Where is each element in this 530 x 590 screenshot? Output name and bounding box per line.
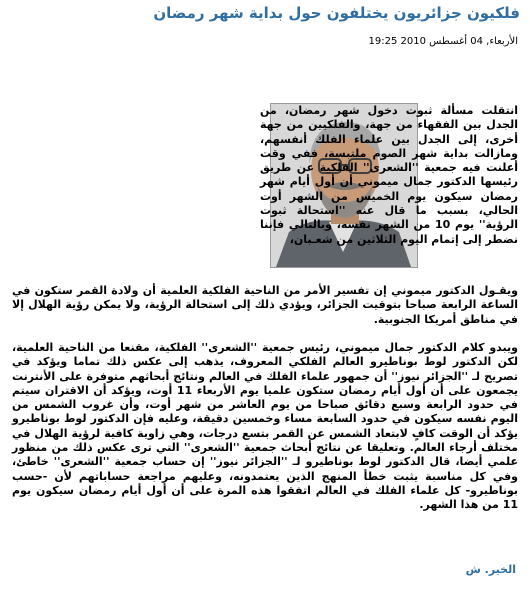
article-paragraph-3: ويبدو كلام الدكتور جمال ميموني، رئيس جمعية ''الشعرى'' الفلكية، مقنعا من الناحية العلمية، لكن الدكتور لوط بوناطيرو العالم الفلكي المعروف، يذهب إلى عكس ذلك تماما ويؤكد في تصريح لـ ''الجزائر نيوز'' أن جمهور علماء الفلك في العالم ونتائج أبحاثهم متوفرة على الأنترنت يجمعون على أن أول أيام رمضان ستكون علميا يوم الأربعاء 11 أوت، ويؤكد أن الاقتران سيتم في حدود الرابعة وسبع دقائق صباحا من يوم العاشر من شهر أوت، وأن غروب الشمس من اليوم نفسه سيكون في حدود السابعة مساء وخمسين دقيقة، وعليه فإن الدكتور لوط بوناطيرو يؤكد أن الوقت كافٍ لابتعاد الشمس عن القمر بتسع درجات، وهي زاوية كافية لرؤية الهلال في مختلف أرجاء العالم. وتعليقا عن نتائج أبحاث جمعية ''الشعرى'' التي ترى عكس ذلك من منظور علمي أيضا، قال الدكتور لوط بوناطيرو لـ ''الجزائر نيوز'' إن حساب جمعية ''الشعرى'' خاطئ، وفي كل مناسبة يثبت خطأ المنهج الذين يعتمدونه، وعليهم مراجعة حساباتهم لأن -حسب بوناطيرو- كل علماء الفلك في العالم اتفقوا هذه المرة على أن أول أيام رمضان سيكون يوم 11 من هذا الشهر. (12, 341, 519, 512)
article-title[interactable]: فلكيون جزائريون يختلفون حول بداية شهر رمضان (153, 4, 520, 22)
article-paragraph-2: ويقـول الدكتور ميموني إن تفسير الأمر من الناحية الفلكية العلمية أن ولادة القمر ستكون في الساعة الرابعة صباحا بتوقيت الجزائر، ويؤدي ذلك إلى استحالة الرؤية، ولا يمكن رؤية الهلال إلا في مناطق أمريكا الجنوبية. (12, 284, 518, 326)
article-date: الأربعاء, 04 أغسطس 2010 19:25 (368, 36, 518, 47)
article-intro: انتقلت مسألة ثبوت دخول شهر رمضان، من الجدل بين الفقهاء من جهة، والفلكيين من جهة أخرى، إلى الجدل بين علماء الفلك أنفسهم، ومازالت بداية شهر الصوم ملتبسة، ففي وقت أعلنت فيه جمعية ''الشعرى'' الفلكية عن طريق رئيسها الدكتور جمال ميموني أن أول أيام شهر رمضان سيكون يوم الخميس من الشهر أوت الحالي، بسبب ما قال عنه ''استحالة ثبوت الرؤية'' يوم 10 من الشهر نفسه، وبالتالي فإننا نضطر إلى إتمام اليوم الثلاثين من شعـبان، (260, 104, 518, 246)
article-byline: الخير. ش (465, 563, 516, 576)
